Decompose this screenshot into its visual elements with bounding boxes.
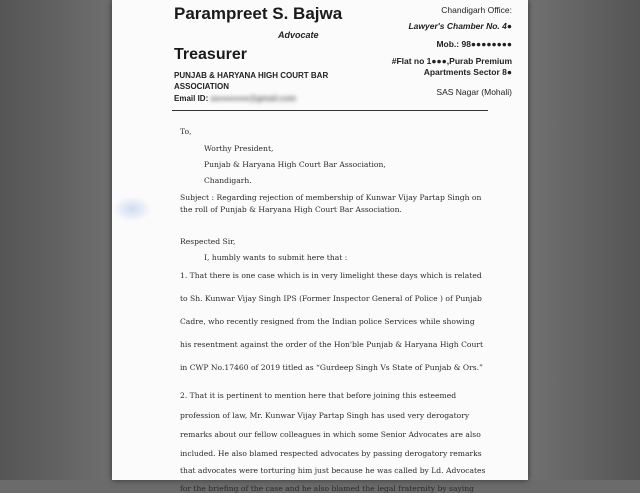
office-city: SAS Nagar (Mohali): [436, 87, 512, 97]
sender-name: Parampreet S. Bajwa: [174, 4, 343, 23]
backdrop-right: [530, 0, 640, 480]
para1-line-4: his resentment against the order of the Hon'ble Punjab & Haryana High Court: [180, 340, 484, 349]
para2-line-6: for the briefing of the case and he also blamed the legal fraternity by saying: [180, 484, 474, 493]
subject-line-2: the roll of Punjab & Haryana High Court Bar Association.: [180, 205, 402, 214]
backdrop-left: [0, 0, 110, 480]
office-chamber: Lawyer's Chamber No. 4●: [408, 21, 512, 31]
email-label: Email ID:: [174, 94, 209, 103]
letter-to: To,: [180, 127, 192, 136]
subject-line-1: Subject : Regarding rejection of membership of Kunwar Vijay Partap Singh on: [180, 193, 482, 202]
para2-line-1: 2. That it is pertinent to mention here that before joining this esteemed: [180, 391, 457, 400]
para2-line-5: that advocates were torturing him just because he was called by Ld. Advocates: [180, 466, 486, 475]
document-page: [112, 0, 528, 493]
para2-line-4: included. He also blamed respected advocates by passing derogatory remarks: [180, 449, 482, 458]
scan-blur-mark: [112, 196, 152, 222]
office-mobile: Mob.: 98●●●●●●●●: [436, 39, 512, 49]
para2-line-3: remarks about our fellow colleagues in which some Senior Advocates are also: [180, 430, 481, 439]
para1-line-1: 1. That there is one case which is in very limelight these days which is related: [180, 271, 482, 280]
recipient-line-3: Chandigarh.: [204, 176, 252, 185]
sender-association: PUNJAB & HARYANA HIGH COURT BAR ASSOCIATION: [174, 71, 329, 91]
sender-designation: Advocate: [278, 30, 319, 40]
recipient-line-1: Worthy President,: [204, 144, 274, 153]
para1-line-2: to Sh. Kunwar Vijay Singh IPS (Former Inspector General of Police ) of Punjab: [180, 294, 482, 303]
header-divider: [172, 110, 488, 111]
para2-line-2: profession of law, Mr. Kunwar Vijay Partap Singh has used very derogatory: [180, 411, 470, 420]
intro-line: I, humbly wants to submit here that :: [204, 253, 348, 262]
para1-line-3: Cadre, who recently resigned from the Indian police Services while showing: [180, 317, 475, 326]
sender-title: Treasurer: [174, 46, 247, 63]
office-title: Chandigarh Office:: [441, 5, 512, 15]
office-flat: #Flat no 1●●●,Purab Premium Apartments Sector 8●: [391, 56, 512, 77]
office-address-block: [372, 4, 512, 98]
email-value-redacted: a●●●●●●●@gmail.com: [210, 94, 297, 103]
recipient-line-2: Punjab & Haryana High Court Bar Association,: [204, 160, 386, 169]
salutation: Respected Sir,: [180, 237, 236, 246]
sender-email: [174, 94, 296, 103]
para1-line-5: in CWP No.17460 of 2019 titled as “Gurdeep Singh Vs State of Punjab & Ors.”: [180, 363, 483, 372]
